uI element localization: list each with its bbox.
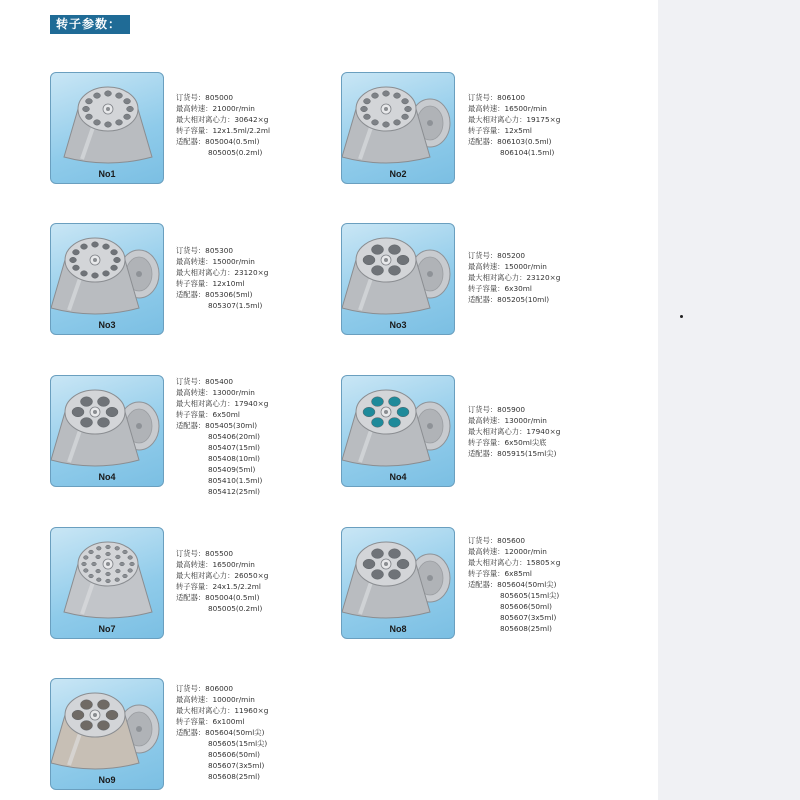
rotor-spec-list [176,92,270,158]
adapter-line: 805410(1.5ml) [208,476,263,485]
right-margin-panel [658,0,800,800]
spec-line: 转子容量：6x30ml [468,284,532,293]
spec-line: 转子容量：6x100ml [176,717,245,726]
rotor-spec-list [176,245,268,311]
stray-dot [680,315,683,318]
spec-line: 最高转速：15000r/min [176,257,255,266]
spec-line: 最大相对离心力：19175×g [468,115,561,124]
spec-line: 最高转速：10000r/min [176,695,255,704]
rotor-card [50,223,164,335]
spec-line: 订货号：805600 [468,536,526,545]
rotor-spec-list [468,404,560,459]
spec-line: 适配器：805604(50ml尖) [176,728,265,737]
rotor-label: No3 [389,320,407,330]
rotor-image [51,224,164,335]
adapter-line: 805412(25ml) [208,487,260,496]
rotor-label: No1 [98,169,116,179]
spec-line: 订货号：806100 [468,93,526,102]
rotor-label: No2 [389,169,407,179]
adapter-line: 805605(15ml尖) [500,591,560,600]
rotor-label: No8 [389,624,407,634]
spec-line: 最高转速：15000r/min [468,262,547,271]
adapter-line: 805005(0.2ml) [208,148,263,157]
spec-line: 转子容量：24x1.5/2.2ml [176,582,261,591]
rotor-spec-list [176,548,268,614]
adapter-line: 805608(25ml) [500,624,552,633]
spec-line: 最高转速：16500r/min [468,104,547,113]
rotor-label: No7 [98,624,116,634]
rotor-card [50,678,164,790]
rotor-card [341,223,455,335]
rotor-card [50,72,164,184]
adapter-line: 805608(25ml) [208,772,260,781]
spec-line: 最大相对离心力：15805×g [468,558,561,567]
spec-line: 最大相对离心力：23120×g [468,273,561,282]
spec-line: 最高转速：13000r/min [468,416,547,425]
spec-line: 订货号：805300 [176,246,234,255]
spec-line: 转子容量：6x85ml [468,569,532,578]
spec-line: 转子容量：12x5ml [468,126,532,135]
spec-line: 适配器：805004(0.5ml) [176,137,260,146]
rotor-image [342,224,455,335]
rotor-card [341,72,455,184]
spec-line: 订货号：805500 [176,549,234,558]
rotor-image [51,376,164,487]
rotor-card [341,527,455,639]
rotor-spec-list [468,250,560,305]
spec-line: 最高转速：16500r/min [176,560,255,569]
adapter-line: 805605(15ml尖) [208,739,268,748]
spec-line: 订货号：805000 [176,93,234,102]
adapter-line: 805408(10ml) [208,454,260,463]
rotor-spec-list [468,92,560,158]
section-title: 转子参数： [50,15,130,34]
spec-line: 适配器：805915(15ml尖) [468,449,557,458]
spec-line: 最高转速：12000r/min [468,547,547,556]
rotor-label: No4 [98,472,116,482]
adapter-line: 805606(50ml) [208,750,260,759]
spec-line: 最高转速：21000r/min [176,104,255,113]
adapter-line: 805606(50ml) [500,602,552,611]
spec-line: 最高转速：13000r/min [176,388,255,397]
rotor-image [51,528,164,639]
rotor-label: No9 [98,775,116,785]
spec-line: 订货号：805200 [468,251,526,260]
spec-line: 转子容量：12x10ml [176,279,245,288]
adapter-line: 806104(1.5ml) [500,148,555,157]
spec-line: 最大相对离心力：23120×g [176,268,269,277]
spec-line: 最大相对离心力：17940×g [176,399,269,408]
rotor-card [50,375,164,487]
rotor-label: No3 [98,320,116,330]
spec-line: 订货号：805900 [468,405,526,414]
spec-line: 订货号：806000 [176,684,234,693]
adapter-line: 805005(0.2ml) [208,604,263,613]
rotor-spec-list [176,683,268,782]
rotor-card [341,375,455,487]
spec-line: 适配器：805205(10ml) [468,295,550,304]
spec-line: 最大相对离心力：17940×g [468,427,561,436]
adapter-line: 805307(1.5ml) [208,301,263,310]
spec-line: 适配器：805604(50ml尖) [468,580,557,589]
rotor-label: No4 [389,472,407,482]
spec-line: 转子容量：12x1.5ml/2.2ml [176,126,271,135]
rotor-card [50,527,164,639]
rotor-spec-list [176,376,268,497]
spec-line: 适配器：806103(0.5ml) [468,137,552,146]
rotor-image [51,679,164,790]
adapter-line: 805607(3x5ml) [208,761,265,770]
spec-line: 适配器：805004(0.5ml) [176,593,260,602]
rotor-image [342,376,455,487]
adapter-line: 805407(15ml) [208,443,260,452]
spec-line: 最大相对离心力：30642×g [176,115,269,124]
spec-line: 适配器：805306(5ml) [176,290,253,299]
spec-line: 最大相对离心力：26050×g [176,571,269,580]
spec-line: 适配器：805405(30ml) [176,421,258,430]
spec-line: 转子容量：6x50ml [176,410,240,419]
rotor-spec-list [468,535,560,634]
adapter-line: 805607(3x5ml) [500,613,557,622]
spec-line: 转子容量：6x50ml尖底 [468,438,547,447]
rotor-image [51,73,164,184]
rotor-image [342,528,455,639]
spec-line: 最大相对离心力：11960×g [176,706,269,715]
adapter-line: 805409(5ml) [208,465,256,474]
adapter-line: 805406(20ml) [208,432,260,441]
spec-line: 订货号：805400 [176,377,234,386]
rotor-image [342,73,455,184]
